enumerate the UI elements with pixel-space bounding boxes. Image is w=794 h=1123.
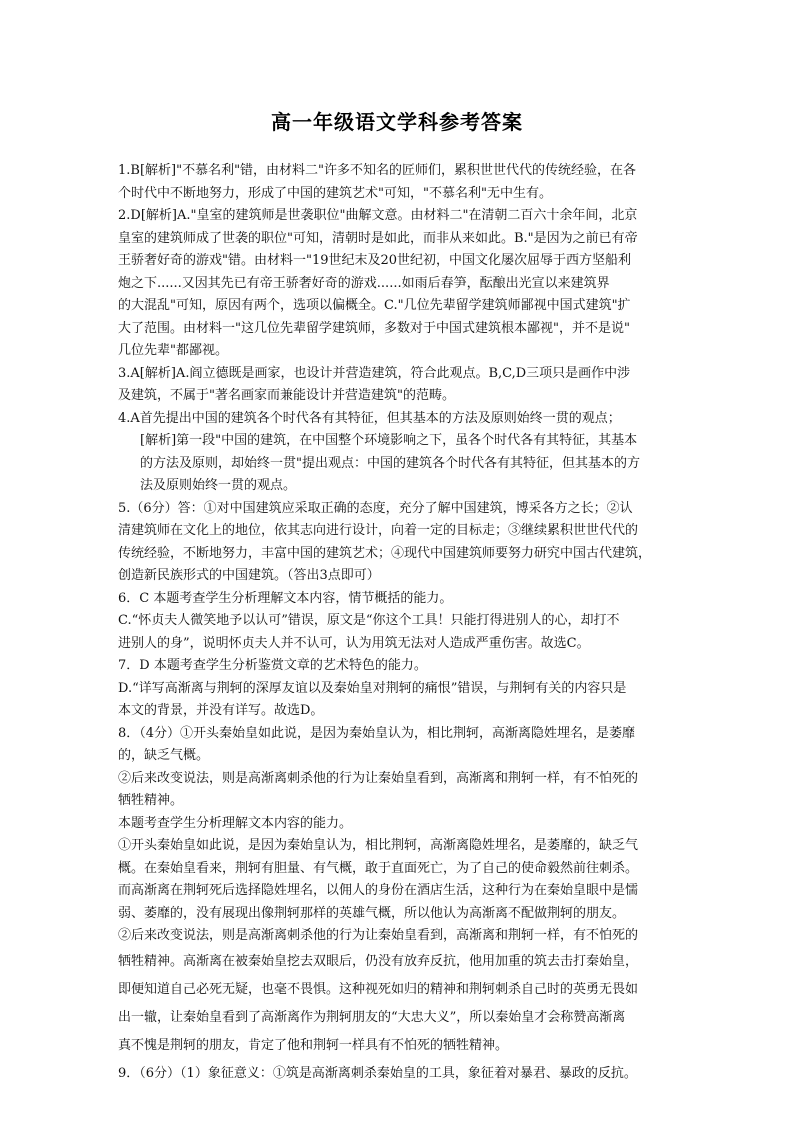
- text-line: 4.A首先提出中国的建筑各个时代各有其特征，但其基本的方法及原则始终一贯的观点；: [118, 410, 621, 426]
- text-line: 牺牲精神。: [118, 793, 184, 808]
- text-line: 法及原则始终一贯的观点。: [140, 478, 297, 493]
- text-line: 7．D 本题考查学生分析鉴赏文章的艺术特色的能力。: [118, 658, 427, 673]
- text-line: 创造新民族形式的中国建筑。（答出3点即可）: [118, 568, 380, 583]
- text-line: 炮之下......又因其先已有帝王骄奢好奇的游戏......如雨后春笋，酝酿出光宣以来建筑界: [118, 275, 610, 291]
- text-line: 5.（6分）答：①对中国建筑应采取正确的态度，充分了解中国建筑，博采各方之长；②认: [118, 500, 633, 516]
- text-line: 概。在秦始皇看来，荆轲有胆量、有气概，敢于直面死亡，为了自己的使命毅然前往刺杀。: [118, 860, 639, 876]
- text-line: 8．（4分）①开头秦始皇如此说，是因为秦始皇认为，相比荆轲，高渐离隐姓埋名，是萎靡: [118, 725, 636, 741]
- text-line: ①开头秦始皇如此说，是因为秦始皇认为，相比荆轲，高渐离隐姓埋名，是萎靡的，缺乏气: [118, 838, 639, 853]
- text-line: 2.D[解析]A."皇室的建筑师是世袭职位"曲解文意。由材料二"在清朝二百六十余年间，北京: [118, 208, 638, 223]
- text-line: 王骄奢好奇的游戏"错。由材料一"19世纪末及20世纪初，中国文化屡次屈辱于西方坚船利: [118, 253, 632, 268]
- text-line: 弱、萎靡的，没有展现出像荆轲那样的英雄气概，所以他认为高渐离不配做荆轲的朋友。: [118, 905, 626, 921]
- text-line: 清建筑师在文化上的地位，依其志向进行设计，向着一定的目标走；③继续累积世世代代的: [118, 523, 639, 538]
- text-line: 本文的背景，并没有详写。故选D。: [118, 703, 324, 718]
- text-line: 9．（6分）（1）象征意义：①筑是高渐离刺杀秦始皇的工具，象征着对暴君、暴政的反抗。: [118, 1065, 637, 1081]
- text-line: 的方法及原则，却始终一贯"提出观点：中国的建筑各个时代各有其特征，但其基本的方: [140, 455, 640, 471]
- text-line: 几位先辈"都鄙视。: [118, 343, 228, 358]
- text-line: 真不愧是荆轲的朋友，肯定了他和荆轲一样具有不怕死的牺牲精神。: [118, 1037, 509, 1053]
- text-line: 及建筑，不属于"著名画家而兼能设计并营造建筑"的范畴。: [118, 388, 455, 403]
- text-line: 进别人的身”，说明怀贞夫人并不认可，认为用筑无法对人造成严重伤害。故选C。: [118, 635, 590, 651]
- text-line: 皇室的建筑师成了世袭的职位"可知，清朝时是如此，而非从来如此。B."是因为之前已有帝: [118, 230, 638, 246]
- text-line: 出一辙，让秦始皇看到了高渐离作为荆轲朋友的“大忠大义”，所以秦始皇才会称赞高渐离: [118, 1009, 626, 1025]
- text-line: 6．C 本题考查学生分析理解文本内容，情节概括的能力。: [118, 590, 453, 606]
- text-line: 传统经验，不断地努力，丰富中国的建筑艺术；④现代中国建筑师要努力研究中国古代建筑，: [118, 545, 652, 561]
- text-line: 1.B[解析]"不慕名利"错，由材料二"许多不知名的匠师们，累积世世代代的传统经验，在各: [118, 163, 637, 178]
- page-title: 高一年级语文学科参考答案: [271, 110, 523, 134]
- text-line: 个时代中不断地努力，形成了中国的建筑艺术"可知，"不慕名利"无中生有。: [118, 185, 552, 201]
- text-line: 牺牲精神。高渐离在被秦始皇挖去双眼后，仍没有放弃反抗，他用加重的筑去击打秦始皇，: [118, 953, 639, 969]
- text-line: C.“怀贞夫人微笑地予以认可”错误，原文是“你这个工具！只能打得进别人的心，却打不: [118, 613, 620, 628]
- text-line: 3.A[解析]A.阎立德既是画家，也设计并营造建筑，符合此观点。B,C,D三项只是画作中涉: [118, 365, 631, 381]
- text-line: D.“详写高渐离与荆轲的深厚友谊以及秦始皇对荆轲的痛恨”错误，与荆轲有关的内容只是: [118, 680, 627, 696]
- text-line: ②后来改变说法，则是高渐离刺杀他的行为让秦始皇看到，高渐离和荆轲一样，有不怕死的: [118, 770, 639, 786]
- text-line: 即便知道自己必死无疑，也毫不畏惧。这种视死如归的精神和荆轲刺杀自己时的英勇无畏如: [118, 981, 639, 997]
- answer-body: [118, 160, 678, 1088]
- text-line: 的大混乱"可知，原因有两个，选项以偏概全。C."几位先辈留学建筑师鄙视中国式建筑"扩: [118, 298, 631, 313]
- text-line: 的，缺乏气概。: [118, 748, 210, 763]
- text-line: 而高渐离在荆轲死后选择隐姓埋名，以佣人的身份在酒店生活，这种行为在秦始皇眼中是懦: [118, 883, 639, 898]
- text-line: 本题考查学生分析理解文本内容的能力。: [118, 815, 353, 831]
- text-line: 大了范围。由材料一"这几位先辈留学建筑师，多数对于中国式建筑根本鄙视"，并不是说": [118, 320, 630, 336]
- text-line: ②后来改变说法，则是高渐离刺杀他的行为让秦始皇看到，高渐离和荆轲一样，有不怕死的: [118, 928, 639, 943]
- text-line: [解析]第一段"中国的建筑，在中国整个环境影响之下，虽各个时代各有其特征，其基本: [140, 433, 638, 448]
